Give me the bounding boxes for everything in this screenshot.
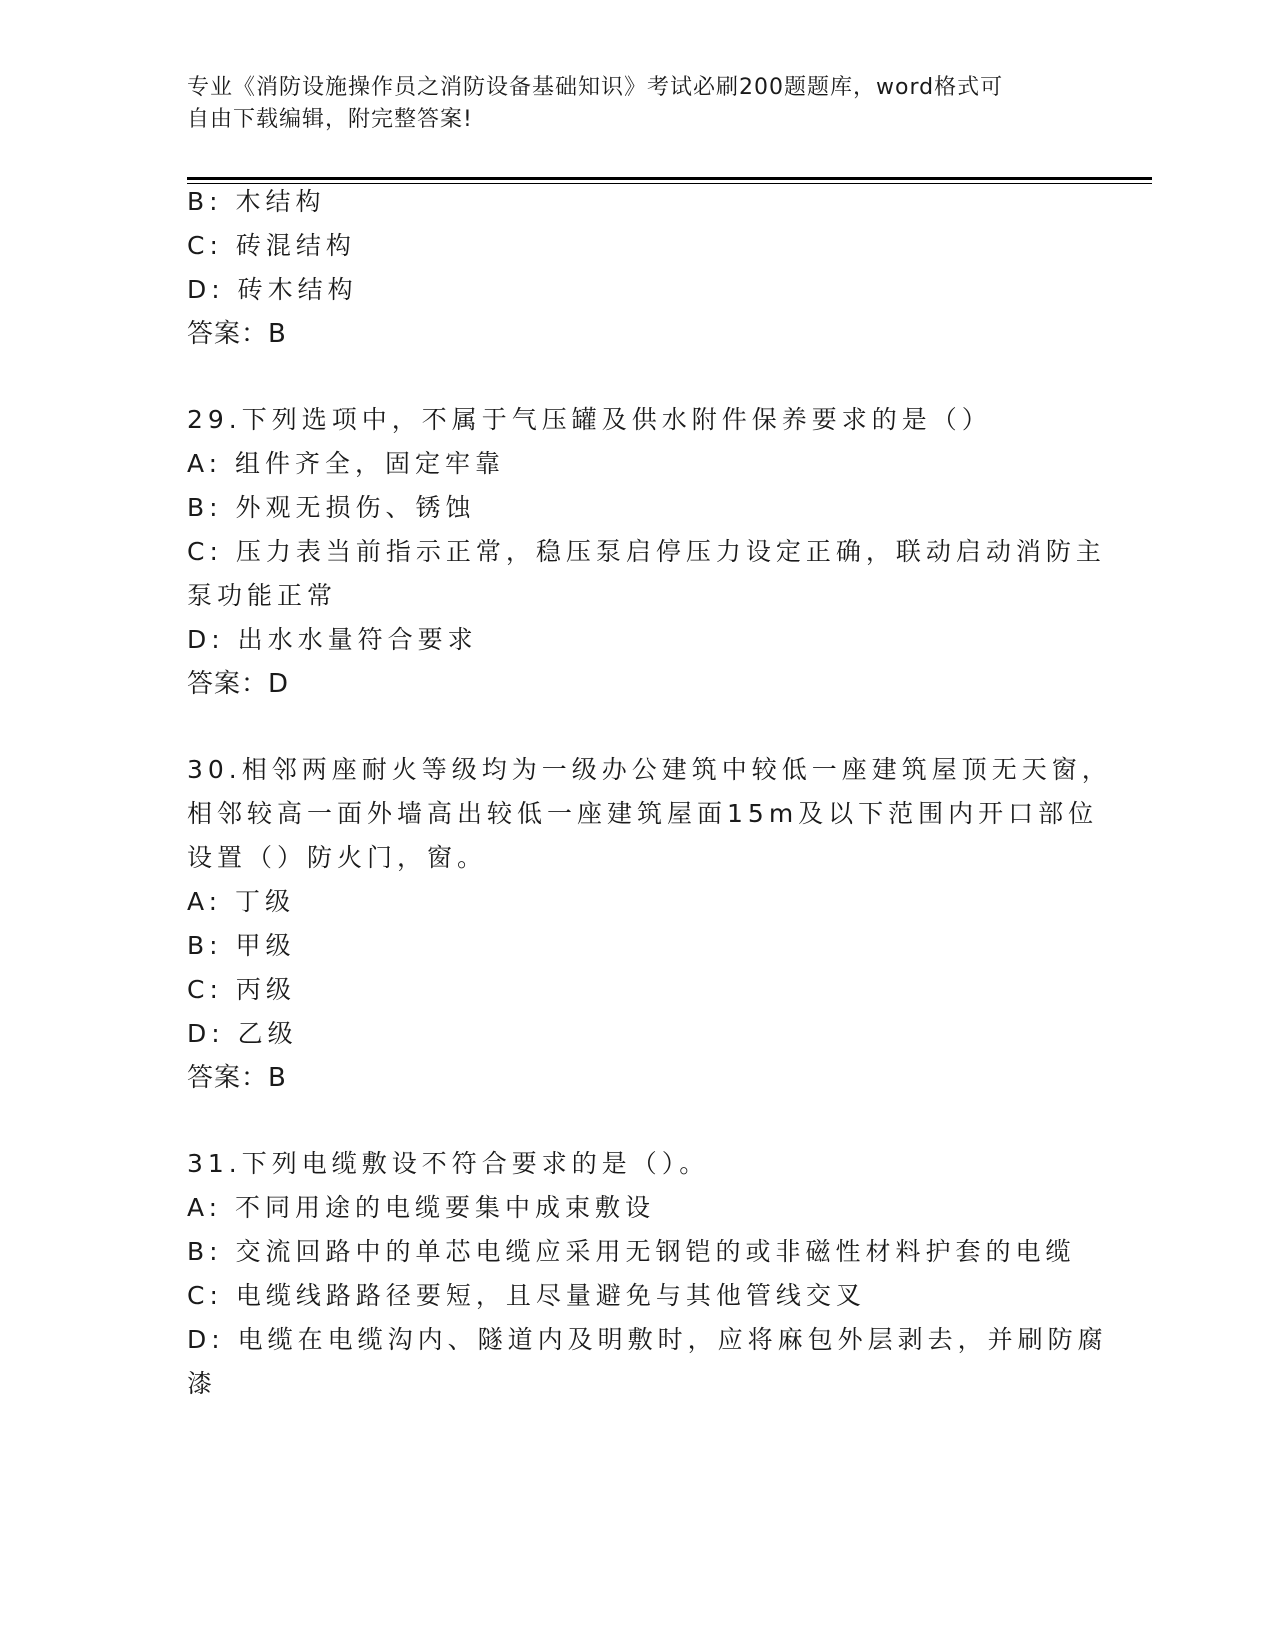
header-rule-thin <box>187 183 1152 184</box>
q30-stem-line3: 设置（）防火门，窗。 <box>187 843 488 872</box>
prev-option-b: B: 木结构 <box>187 187 326 216</box>
q31-option-a: A: 不同用途的电缆要集中成束敷设 <box>187 1193 656 1222</box>
q30-option-b: B: 甲级 <box>187 931 296 960</box>
q29-stem: 29.下列选项中，不属于气压罐及供水附件保养要求的是（） <box>187 405 992 434</box>
q29-option-a: A: 组件齐全，固定牢靠 <box>187 449 506 478</box>
header-line-2: 自由下载编辑，附完整答案! <box>187 107 473 132</box>
q31-option-d-line1: D: 电缆在电缆沟内、隧道内及明敷时，应将麻包外层剥去，并刷防腐 <box>187 1325 1108 1354</box>
q29-option-c-line1: C: 压力表当前指示正常，稳压泵启停压力设定正确，联动启动消防主 <box>187 537 1106 566</box>
document-header <box>187 72 1067 136</box>
q31-stem: 31.下列电缆敷设不符合要求的是（）。 <box>187 1149 710 1178</box>
q30-answer: 答案：B <box>187 1063 287 1093</box>
header-line-1: 专业《消防设施操作员之消防设备基础知识》考试必刷200题题库，word格式可 <box>187 75 1004 100</box>
q30-option-a: A: 丁级 <box>187 887 296 916</box>
q31-option-b: B: 交流回路中的单芯电缆应采用无钢铠的或非磁性材料护套的电缆 <box>187 1237 1076 1266</box>
q31-option-c: C: 电缆线路路径要短，且尽量避免与其他管线交叉 <box>187 1281 866 1310</box>
q30-option-d: D: 乙级 <box>187 1019 298 1048</box>
q31-option-d-line2: 漆 <box>187 1369 218 1398</box>
q29-option-d: D: 出水水量符合要求 <box>187 625 478 654</box>
q30-stem-line2: 相邻较高一面外墙高出较低一座建筑屋面15m及以下范围内开口部位 <box>187 799 1099 828</box>
header-rule-thick <box>187 177 1152 180</box>
prev-option-d: D: 砖木结构 <box>187 275 358 304</box>
q29-option-c-line2: 泵功能正常 <box>187 581 338 610</box>
q30-stem-line1: 30.相邻两座耐火等级均为一级办公建筑中较低一座建筑屋顶无天窗， <box>187 755 1112 784</box>
q30-option-c: C: 丙级 <box>187 975 296 1004</box>
prev-answer: 答案：B <box>187 319 287 349</box>
q29-option-b: B: 外观无损伤、锈蚀 <box>187 493 476 522</box>
prev-option-c: C: 砖混结构 <box>187 231 356 260</box>
q29-answer: 答案：D <box>187 669 290 699</box>
